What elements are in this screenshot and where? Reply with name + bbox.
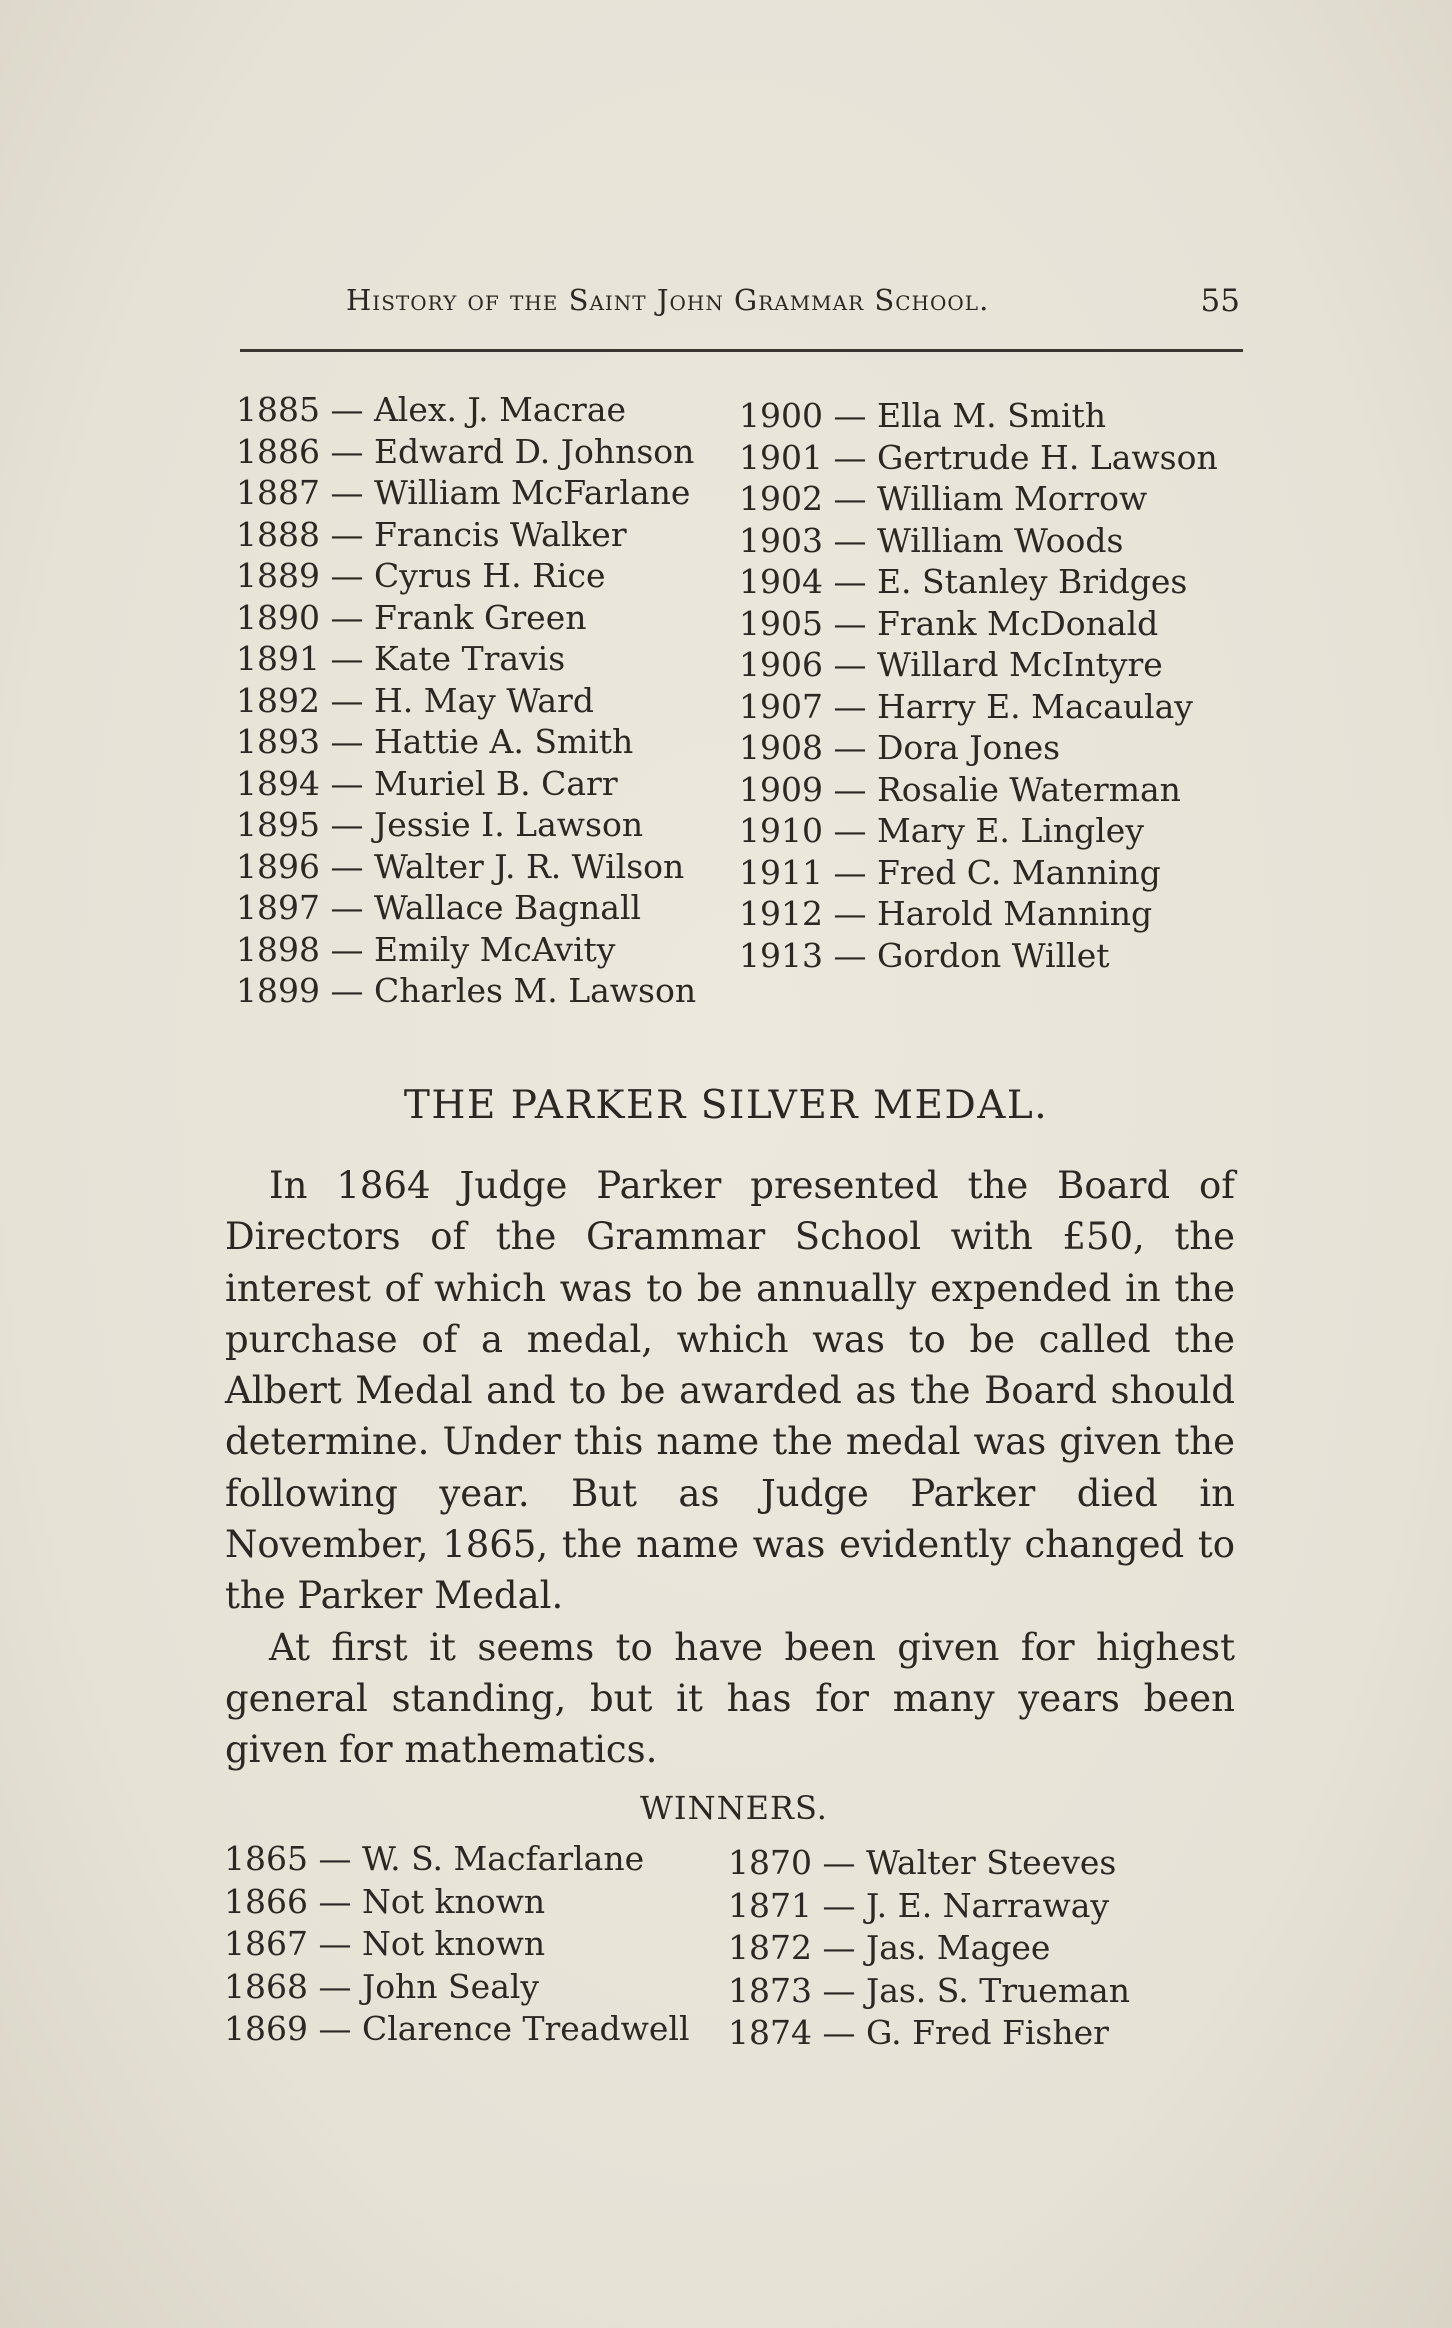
list-item: 1893 — Hattie A. Smith <box>236 722 634 761</box>
list-item: 1870 — Walter Steeves <box>728 1843 1117 1882</box>
list-item: 1904 — E. Stanley Bridges <box>739 562 1188 601</box>
list-item: 1866 — Not known <box>224 1881 546 1921</box>
winners-heading: WINNERS. <box>640 1789 828 1827</box>
list-item: 1906 — Willard McIntyre <box>739 645 1163 684</box>
list-item: 1865 — W. S. Macfarlane <box>224 1839 645 1878</box>
winners-right-column <box>728 1842 1130 2055</box>
list-item: 1885 — Alex. J. Macrae <box>236 390 627 429</box>
list-item: 1900 — Ella M. Smith <box>739 396 1107 435</box>
list-item: 1913 — Gordon Willet <box>739 935 1110 975</box>
list-item: 1911 — Fred C. Manning <box>739 852 1161 892</box>
list-item: 1901 — Gertrude H. Lawson <box>739 437 1218 477</box>
list-item: 1891 — Kate Travis <box>236 639 566 678</box>
list-item: 1897 — Wallace Bagnall <box>236 888 642 927</box>
list-item: 1905 — Frank McDonald <box>739 603 1159 643</box>
list-item: 1912 — Harold Manning <box>739 894 1153 933</box>
list-item: 1910 — Mary E. Lingley <box>739 811 1144 850</box>
list-item: 1894 — Muriel B. Carr <box>236 763 618 803</box>
list-item: 1874 — G. Fred Fisher <box>728 2013 1109 2052</box>
running-header <box>240 283 1240 343</box>
list-item: 1903 — William Woods <box>739 520 1124 560</box>
list-item: 1872 — Jas. Magee <box>728 1928 1051 1967</box>
paragraph: At first it seems to have been given for highest general standing, but it has for many years been given for mathematics. <box>225 1625 1235 1772</box>
section-body <box>225 1160 1235 1776</box>
page-number: 55 <box>1200 283 1240 319</box>
list-item: 1873 — Jas. S. Trueman <box>728 1970 1130 2010</box>
running-header-title: History of the Saint John Grammar School. <box>346 283 990 317</box>
list-item: 1892 — H. May Ward <box>236 680 594 720</box>
list-item: 1871 — J. E. Narraway <box>728 1885 1110 1925</box>
list-item: 1869 — Clarence Treadwell <box>224 2009 690 2048</box>
list-item: 1898 — Emily McAvity <box>236 929 616 969</box>
list-item: 1887 — William McFarlane <box>236 473 691 512</box>
list-item: 1909 — Rosalie Waterman <box>739 769 1181 809</box>
list-item: 1888 — Francis Walker <box>236 514 627 554</box>
paragraph: In 1864 Judge Parker presented the Board of Directors of the Grammar School with £50, the interest of which was to be annually expended in the purchase of a medal, which was to be called the Albert Medal and to be awarded as the Board should determine. Under this name the medal was given the following year. But as Judge Parker died in November, 1865, the name was evidently changed to the Parker Medal. <box>225 1164 1235 1618</box>
list-item: 1899 — Charles M. Lawson <box>236 971 697 1010</box>
list-item: 1896 — Walter J. R. Wilson <box>236 846 685 886</box>
winners-left-column <box>224 1838 690 2051</box>
list-item: 1895 — Jessie I. Lawson <box>236 805 644 844</box>
list-item: 1907 — Harry E. Macaulay <box>739 686 1193 726</box>
list-item: 1889 — Cyrus H. Rice <box>236 556 606 595</box>
section-heading: THE PARKER SILVER MEDAL. <box>403 1083 1049 1128</box>
list-item: 1890 — Frank Green <box>236 597 587 637</box>
header-rule <box>240 349 1243 352</box>
list-item: 1902 — William Morrow <box>739 479 1148 518</box>
list-item: 1908 — Dora Jones <box>739 728 1061 767</box>
list-item: 1868 — John Sealy <box>224 1966 540 2006</box>
medal-list-left-column <box>236 389 696 1012</box>
list-item: 1867 — Not known <box>224 1924 546 1963</box>
medal-list-right-column <box>739 395 1218 976</box>
list-item: 1886 — Edward D. Johnson <box>236 431 695 471</box>
